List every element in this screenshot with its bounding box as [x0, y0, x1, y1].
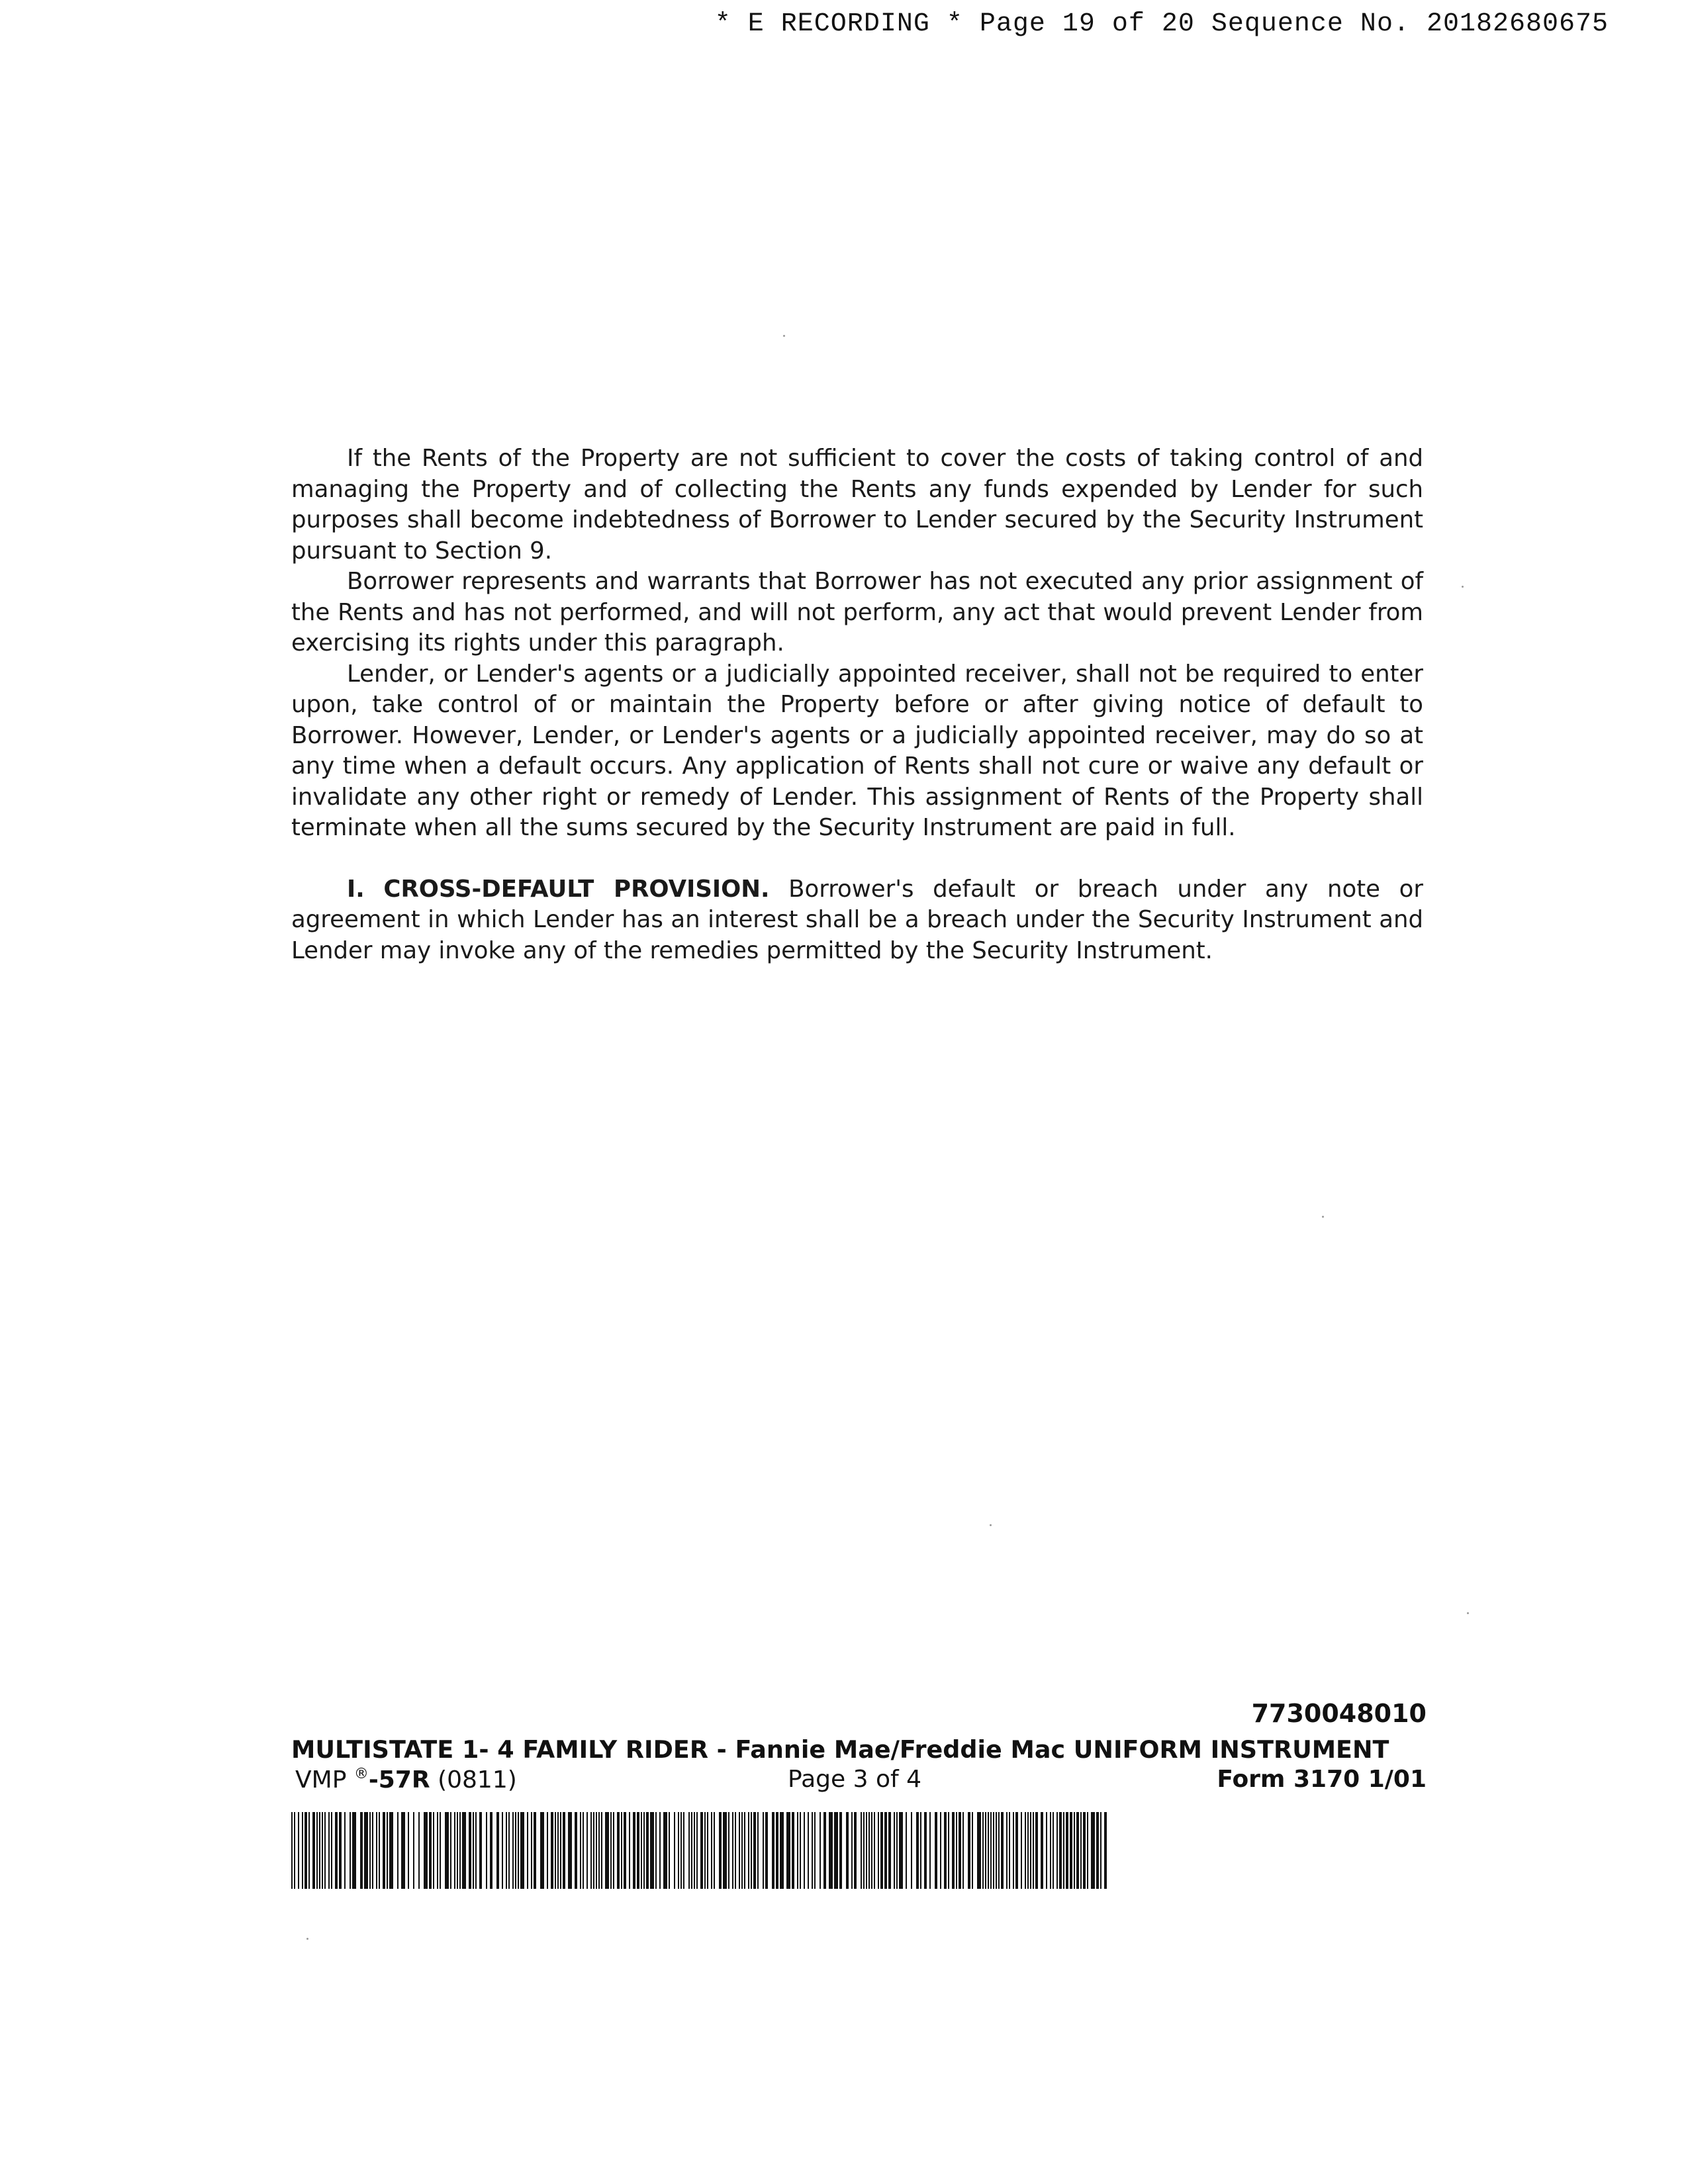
barcode-bar — [1091, 1812, 1095, 1889]
section-cross-default — [291, 874, 1423, 967]
barcode-bar — [820, 1812, 821, 1889]
barcode-bar — [331, 1812, 332, 1889]
barcode-bar — [868, 1812, 870, 1889]
barcode-bar — [457, 1812, 458, 1889]
barcode-bar — [531, 1812, 532, 1889]
barcode-bar — [792, 1812, 794, 1889]
barcode-bar — [1096, 1812, 1099, 1889]
barcode-bar — [1059, 1812, 1062, 1889]
barcode-bar — [328, 1812, 330, 1889]
barcode-bar — [1035, 1812, 1038, 1889]
barcode-bar — [459, 1812, 461, 1889]
barcode-bar — [1021, 1812, 1022, 1889]
barcode-bar — [294, 1812, 295, 1889]
barcode-bar — [669, 1812, 670, 1889]
barcode-bar — [643, 1812, 645, 1889]
barcode-bar — [413, 1812, 414, 1889]
barcode-bar — [1104, 1812, 1107, 1889]
barcode-bar — [527, 1812, 528, 1889]
paragraph-borrower-warrants: Borrower represents and warrants that Borrower has not executed any prior assignment of the Rents and has not performed, and will not perform, any act that would prevent Lender from exercising its rights under this paragraph. — [291, 568, 1423, 657]
barcode-bar — [763, 1812, 764, 1889]
barcode-bar — [765, 1812, 768, 1889]
barcode-bar — [437, 1812, 438, 1889]
barcode-bar — [1015, 1812, 1018, 1889]
barcode-bar — [920, 1812, 921, 1889]
barcode-bar — [560, 1812, 561, 1889]
barcode-bar — [1100, 1812, 1102, 1889]
barcode-bar — [1076, 1812, 1079, 1889]
barcode-bar — [948, 1812, 949, 1889]
barcode-bar — [518, 1812, 519, 1889]
barcode-bar — [376, 1812, 377, 1889]
barcode-bar — [534, 1812, 536, 1889]
barcode-bar — [1009, 1812, 1010, 1889]
barcode-bar — [691, 1812, 692, 1889]
barcode-bar — [1074, 1812, 1075, 1889]
form-footer — [291, 1766, 1427, 1796]
barcode-bar — [613, 1812, 614, 1889]
barcode-bar — [704, 1812, 706, 1889]
barcode-bar — [993, 1812, 994, 1889]
scan-speck — [1462, 586, 1464, 588]
barcode-bar — [646, 1812, 649, 1889]
barcode-bar — [1070, 1812, 1072, 1889]
barcode-bar — [502, 1812, 503, 1889]
barcode-bar — [322, 1812, 323, 1889]
barcode-bar — [601, 1812, 602, 1889]
barcode-bar — [1063, 1812, 1064, 1889]
barcode-bar — [557, 1812, 559, 1889]
barcode-bar — [944, 1812, 947, 1889]
barcode-bar — [610, 1812, 612, 1889]
barcode-bar — [739, 1812, 740, 1889]
barcode-bar — [1056, 1812, 1058, 1889]
barcode-bar — [637, 1812, 639, 1889]
barcode-bar — [490, 1812, 492, 1889]
barcode-bar — [583, 1812, 584, 1889]
barcode-bar — [605, 1812, 609, 1889]
scan-speck — [990, 1524, 992, 1526]
barcode-bar — [551, 1812, 553, 1889]
barcode-bar — [688, 1812, 690, 1889]
barcode-bar — [719, 1812, 722, 1889]
barcode-bar — [621, 1812, 622, 1889]
barcode-bar — [874, 1812, 875, 1889]
section-number: I. — [347, 875, 365, 903]
barcode-bar — [780, 1812, 784, 1889]
barcode-bar — [748, 1812, 749, 1889]
barcode-bar — [450, 1812, 451, 1889]
barcode-bar — [1066, 1812, 1068, 1889]
barcode-bar — [575, 1812, 577, 1889]
barcode-bar — [486, 1812, 487, 1889]
barcode-bar — [866, 1812, 867, 1889]
barcode-bar — [540, 1812, 544, 1889]
barcode-bar — [598, 1812, 600, 1889]
barcode-bar — [888, 1812, 891, 1889]
barcode-bar — [387, 1812, 388, 1889]
barcode-bar — [935, 1812, 937, 1889]
barcode-bar — [854, 1812, 857, 1889]
barcode-bar — [563, 1812, 565, 1889]
barcode-bar — [383, 1812, 385, 1889]
barcode-bar — [590, 1812, 592, 1889]
barcode-bar — [319, 1812, 320, 1889]
barcode-bar — [593, 1812, 594, 1889]
barcode-bar — [674, 1812, 675, 1889]
barcode-bar — [1025, 1812, 1026, 1889]
barcode-bar — [678, 1812, 679, 1889]
barcode-bar — [723, 1812, 727, 1889]
barcode-bar — [633, 1812, 635, 1889]
barcode-bar — [515, 1812, 516, 1889]
rider-title: MULTISTATE 1- 4 FAMILY RIDER - Fannie Mae/Freddie Mac UNIFORM INSTRUMENT — [291, 1735, 1389, 1764]
barcode-bar — [298, 1812, 299, 1889]
barcode-bar — [624, 1812, 626, 1889]
barcode-bar — [364, 1812, 368, 1889]
barcode-bar — [408, 1812, 409, 1889]
barcode-bar — [952, 1812, 955, 1889]
barcode-bar — [302, 1812, 303, 1889]
barcode-bar — [911, 1812, 912, 1889]
barcode-bar — [350, 1812, 351, 1889]
form-revision: (0811) — [438, 1766, 517, 1794]
barcode-bar — [1046, 1812, 1047, 1889]
barcode-bar — [728, 1812, 729, 1889]
scan-speck — [1322, 1216, 1324, 1218]
barcode-bar — [990, 1812, 992, 1889]
barcode-bar — [683, 1812, 684, 1889]
barcode-bar — [680, 1812, 682, 1889]
form-code-number: -57R — [368, 1766, 430, 1794]
barcode-bar — [440, 1812, 441, 1889]
barcode-bar — [429, 1812, 432, 1889]
barcode-bar — [906, 1812, 907, 1889]
barcode-bar — [996, 1812, 997, 1889]
barcode-bar — [520, 1812, 524, 1889]
barcode-bar — [823, 1812, 826, 1889]
barcode-bar — [929, 1812, 931, 1889]
barcode-bar — [1087, 1812, 1088, 1889]
barcode-bar — [1080, 1812, 1082, 1889]
loan-number: 7730048010 — [1251, 1699, 1427, 1728]
barcode-bar — [839, 1812, 842, 1889]
barcode-bar — [1053, 1812, 1054, 1889]
barcode-bar — [714, 1812, 715, 1889]
barcode-bar — [804, 1812, 805, 1889]
barcode-bar — [580, 1812, 581, 1889]
scan-speck — [1467, 1612, 1469, 1614]
barcode-bar — [899, 1812, 903, 1889]
paragraph-rents-insufficient: If the Rents of the Property are not sufficient to cover the costs of taking control of and managing the Property and of collecting the Rents any funds expended by Lender for such purposes shall become indebtedness of Borrower to Lender secured by the Security Instrument pursuant to Section 9. — [291, 445, 1423, 565]
form-number: Form 3170 1/01 — [1217, 1766, 1427, 1793]
barcode-bar — [291, 1812, 293, 1889]
barcode-bar — [988, 1812, 989, 1889]
barcode-bar — [369, 1812, 371, 1889]
barcode-bar — [1030, 1812, 1031, 1889]
barcode-bar — [959, 1812, 961, 1889]
barcode-bar — [547, 1812, 548, 1889]
rider-body — [291, 443, 1423, 966]
barcode-bar — [401, 1812, 405, 1889]
barcode-bar — [878, 1812, 879, 1889]
barcode-bar — [496, 1812, 499, 1889]
barcode-bar — [1006, 1812, 1008, 1889]
barcode-bar — [655, 1812, 657, 1889]
barcode-bar — [512, 1812, 514, 1889]
barcode-bar — [324, 1812, 326, 1889]
section-text: Borrower's default or breach under any note or agreement in which Lender has an interest shall be a breach under the Security Instrument and Lender may invoke any of the remedies permitted by the Security Instrument. — [291, 875, 1423, 964]
barcode-bar — [751, 1812, 752, 1889]
barcode-bar — [339, 1812, 342, 1889]
barcode-bar — [711, 1812, 712, 1889]
recording-stamp: * E RECORDING * Page 19 of 20 Sequence No. 20182680675 — [714, 9, 1609, 39]
barcode-bar — [814, 1812, 816, 1889]
barcode-bar — [916, 1812, 919, 1889]
barcode-bar — [851, 1812, 853, 1889]
barcode-bar — [308, 1812, 310, 1889]
barcode-bar — [663, 1812, 667, 1889]
barcode-bar — [871, 1812, 872, 1889]
barcode-bar — [1050, 1812, 1051, 1889]
scan-speck — [783, 335, 785, 337]
barcode-bar — [694, 1812, 695, 1889]
barcode-bar — [479, 1812, 482, 1889]
barcode-bar — [834, 1812, 838, 1889]
barcode-bar — [896, 1812, 898, 1889]
barcode-bar — [744, 1812, 745, 1889]
barcode-bar — [568, 1812, 572, 1889]
barcode-bar — [732, 1812, 733, 1889]
barcode-bar — [305, 1812, 307, 1889]
barcode-bar — [418, 1812, 420, 1889]
barcode-bar — [741, 1812, 743, 1889]
barcode-bar — [462, 1812, 466, 1889]
barcode-bar — [335, 1812, 338, 1889]
barcode-bar — [968, 1812, 970, 1889]
barcode-bar — [776, 1812, 778, 1889]
barcode-bar — [985, 1812, 986, 1889]
barcode-bar — [389, 1812, 393, 1889]
barcode-bar — [861, 1812, 862, 1889]
barcode-bar — [829, 1812, 833, 1889]
barcode-bar — [982, 1812, 984, 1889]
barcode-bar — [812, 1812, 813, 1889]
barcode-bar — [650, 1812, 654, 1889]
barcode-bar — [808, 1812, 809, 1889]
barcode-bar — [753, 1812, 756, 1889]
barcode-bar — [998, 1812, 1000, 1889]
barcode-bar — [696, 1812, 698, 1889]
barcode-bar — [1001, 1812, 1004, 1889]
barcode-bar — [659, 1812, 661, 1889]
barcode-bar — [508, 1812, 510, 1889]
barcode-bar — [786, 1812, 790, 1889]
barcode-bar — [972, 1812, 973, 1889]
section-title: CROSS-DEFAULT PROVISION. — [383, 875, 770, 903]
barcode-bar — [797, 1812, 798, 1889]
barcode-bar — [641, 1812, 642, 1889]
barcode-bar — [962, 1812, 964, 1889]
barcode-bar — [1027, 1812, 1029, 1889]
barcode-bar — [1083, 1812, 1086, 1889]
barcode-bar — [924, 1812, 927, 1889]
barcode-bar — [433, 1812, 434, 1889]
barcode-bar — [977, 1812, 981, 1889]
barcode-bar — [445, 1812, 449, 1889]
barcode-bar — [555, 1812, 556, 1889]
barcode-bar — [379, 1812, 380, 1889]
barcode-bar — [596, 1812, 597, 1889]
barcode-bar — [372, 1812, 373, 1889]
scan-speck — [306, 1938, 308, 1940]
barcode-bar — [316, 1812, 318, 1889]
barcode-bar — [397, 1812, 399, 1889]
barcode — [291, 1812, 1109, 1889]
form-prefix: VMP — [295, 1766, 347, 1794]
barcode-bar — [884, 1812, 887, 1889]
barcode-bar — [700, 1812, 703, 1889]
barcode-bar — [707, 1812, 708, 1889]
barcode-bar — [506, 1812, 507, 1889]
barcode-bar — [352, 1812, 356, 1889]
barcode-bar — [469, 1812, 471, 1889]
barcode-bar — [344, 1812, 346, 1889]
barcode-bar — [1013, 1812, 1014, 1889]
barcode-bar — [617, 1812, 620, 1889]
form-code — [295, 1766, 517, 1794]
barcode-bar — [880, 1812, 883, 1889]
barcode-bar — [894, 1812, 895, 1889]
barcode-bar — [360, 1812, 363, 1889]
barcode-bar — [940, 1812, 941, 1889]
barcode-bar — [454, 1812, 455, 1889]
barcode-bar — [312, 1812, 315, 1889]
paragraph-lender-agents: Lender, or Lender's agents or a judicially appointed receiver, shall not be required to enter upon, take control of or maintain the Property before or after giving notice of default to Borrower. However, Lender, or Lender's agents or a judicially appointed receiver, may do so at any time when a default occurs. Any application of Rents shall not cure or waive any default or invalidate any other right or remedy of Lender. This assignment of Rents of the Property shall terminate when all the sums secured by the Security Instrument are paid in full. — [291, 660, 1423, 841]
barcode-bar — [473, 1812, 474, 1889]
barcode-bar — [757, 1812, 759, 1889]
barcode-bar — [629, 1812, 630, 1889]
barcode-bar — [735, 1812, 736, 1889]
barcode-bar — [1033, 1812, 1034, 1889]
registered-mark: ® — [353, 1766, 369, 1782]
barcode-bar — [475, 1812, 477, 1889]
barcode-bar — [1041, 1812, 1043, 1889]
barcode-bar — [956, 1812, 957, 1889]
page-number: Page 3 of 4 — [788, 1766, 921, 1793]
barcode-bar — [846, 1812, 849, 1889]
barcode-bar — [586, 1812, 588, 1889]
barcode-bar — [772, 1812, 774, 1889]
barcode-bar — [800, 1812, 801, 1889]
barcode-bar — [424, 1812, 428, 1889]
barcode-bar — [863, 1812, 865, 1889]
